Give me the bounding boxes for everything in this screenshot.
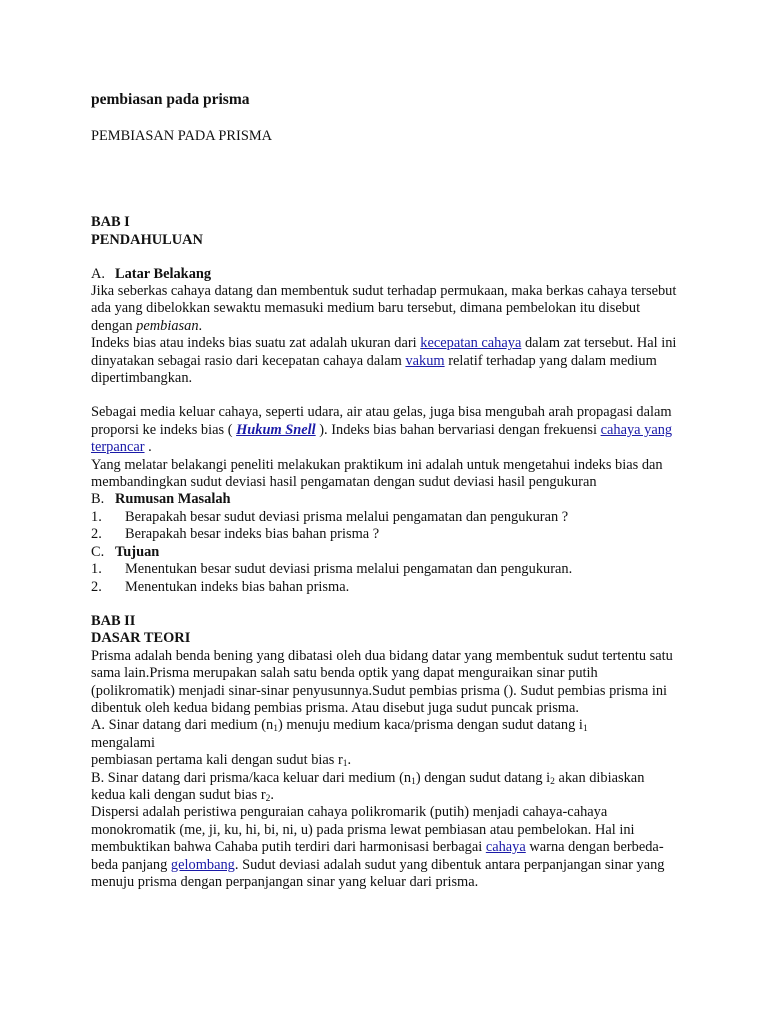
paragraph-text: . — [198, 317, 203, 334]
paragraph-text: . Sudut deviasi adalah sudut yang dibentuk antara perpanjangan sinar yang menuju prisma dengan perpanjangan sinar yang keluar dari prisma. — [91, 856, 665, 890]
paragraph-text: . — [144, 439, 152, 456]
main-heading: PEMBIASAN PADA PRISMA — [91, 128, 273, 144]
paragraph-text: Dispersi adalah peristiwa penguraian cahaya polikromarik (putih) menjadi cahaya-cahaya monokromatik (me, ji, ku, hi, bi, ni, u) pada prisma lewat pembiasan atau pembelokan. Hal ini membuktikan bahwa Cahaba putih terdiri dari harmonisasi berbagai — [91, 804, 635, 856]
paragraph-text: ) menuju medium kaca/prisma dengan sudut datang i — [278, 717, 583, 734]
bab1-title: PENDAHULUAN — [91, 232, 203, 248]
link-cahaya[interactable]: cahaya — [485, 839, 526, 856]
list-number: 1. — [91, 508, 102, 525]
paragraph-latar-4: Yang melatar belakangi peneliti melakukan praktikum ini adalah untuk mengetahui indeks bias dan membandingkan sudut deviasi hasil pengamatan dengan sudut deviasi hasil pengukuran — [91, 456, 663, 491]
section-c-letter: C. — [91, 543, 105, 560]
paragraph-text: warna dengan berbeda-beda panjang — [91, 839, 664, 873]
paragraph-text: ) dengan sudut datang i — [415, 769, 551, 786]
section-c-title: Tujuan — [115, 543, 160, 560]
section-a-heading — [91, 266, 211, 283]
doc-title: pembiasan pada prisma — [91, 91, 250, 108]
list-number: 1. — [91, 561, 102, 578]
paragraph-text: akan dibiaskan kedua kali dengan sudut bias r — [91, 769, 645, 803]
list-text: Menentukan besar sudut deviasi prisma melalui pengamatan dan pengukuran. — [125, 561, 573, 578]
link-kecepatan-cahaya[interactable]: kecepatan cahaya — [420, 335, 522, 352]
paragraph-text: mengalami — [91, 734, 155, 751]
list-item — [91, 561, 681, 578]
paragraph-text: B. Sinar datang dari prisma/kaca keluar dari medium (n — [91, 769, 412, 786]
paragraph-text: Jika seberkas cahaya datang dan membentuk sudut terhadap permukaan, maka berkas cahaya tersebut ada yang dibelokkan sewaktu memasuki medium baru tersebut, dimana pembelokan itu disebut dengan — [91, 283, 677, 334]
section-a-letter: A. — [91, 266, 105, 282]
link-hukum-snell[interactable]: Hukum Snell — [236, 421, 316, 438]
list-item — [91, 526, 681, 543]
italic-term: pembiasan — [136, 317, 199, 334]
section-a-title: Latar Belakang — [115, 266, 212, 282]
subscript: 2 — [550, 776, 555, 787]
list-number: 2. — [91, 526, 102, 543]
paragraph-text: dalam zat tersebut. Hal ini dinyatakan sebagai rasio dari kecepatan cahaya dalam — [91, 335, 677, 369]
section-b-heading — [91, 491, 681, 508]
paragraph-text: . — [270, 786, 275, 803]
list-item — [91, 509, 681, 526]
bab1-body — [91, 283, 681, 891]
list-text: Menentukan indeks bias bahan prisma. — [125, 578, 350, 595]
paragraph-latar-3 — [91, 404, 681, 456]
bab1-label: BAB I — [91, 214, 130, 230]
list-number: 2. — [91, 578, 102, 595]
paragraph-sinar-b — [91, 770, 681, 805]
paragraph-sinar-a — [91, 717, 681, 769]
paragraph-text: Sebagai media keluar cahaya, seperti udara, air atau gelas, juga bisa mengubah arah propagasi dalam proporsi ke indeks bias ( — [91, 404, 672, 438]
subscript: 2 — [265, 793, 271, 804]
section-b-title: Rumusan Masalah — [115, 491, 231, 508]
subscript: 1 — [411, 776, 416, 787]
link-cahaya-yang-terpancar[interactable]: cahaya yang terpancar — [91, 421, 673, 456]
paragraph-dasar-1: Prisma adalah benda bening yang dibatasi oleh dua bidang datar yang membentuk sudut tertentu satu sama lain.Prisma merupakan salah satu benda optik yang dapat menguraikan sinar putih (polikromatik) menjadi sinar-sinar penyusunnya.Sudut pembias prisma (). Sudut pembias prisma ini dibentuk oleh kedua bidang pembias prisma. Atau disebut juga sudut puncak prisma. — [91, 647, 673, 716]
paragraph-latar-2 — [91, 335, 681, 387]
section-c-heading — [91, 544, 681, 561]
bab2-label: BAB II — [91, 612, 136, 629]
list-item — [91, 579, 681, 596]
list-text: Berapakah besar sudut deviasi prisma melalui pengamatan dan pengukuran ? — [125, 508, 569, 525]
subscript: 1 — [273, 724, 278, 735]
link-gelombang[interactable]: gelombang — [170, 856, 235, 873]
paragraph-dispersi — [91, 804, 681, 891]
paragraph-text: A. Sinar datang dari medium (n — [91, 717, 274, 734]
section-b-letter: B. — [91, 491, 105, 508]
list-text: Berapakah besar indeks bias bahan prisma ? — [125, 526, 380, 543]
paragraph-text: relatif terhadap yang dalam medium dipertimbangkan. — [91, 352, 657, 387]
bab2-title: DASAR TEORI — [91, 630, 191, 647]
paragraph-text: Indeks bias atau indeks bias suatu zat adalah ukuran dari — [91, 335, 421, 352]
paragraph-text: ). Indeks bias bahan bervariasi dengan frekuensi — [315, 421, 601, 438]
subscript: 1 — [582, 724, 588, 735]
subscript: 1 — [342, 759, 348, 770]
paragraph-latar-1 — [91, 283, 681, 335]
paragraph-text: . — [347, 752, 352, 769]
link-vakum[interactable]: vakum — [405, 352, 445, 369]
paragraph-text: pembiasan pertama kali dengan sudut bias r — [91, 752, 343, 769]
